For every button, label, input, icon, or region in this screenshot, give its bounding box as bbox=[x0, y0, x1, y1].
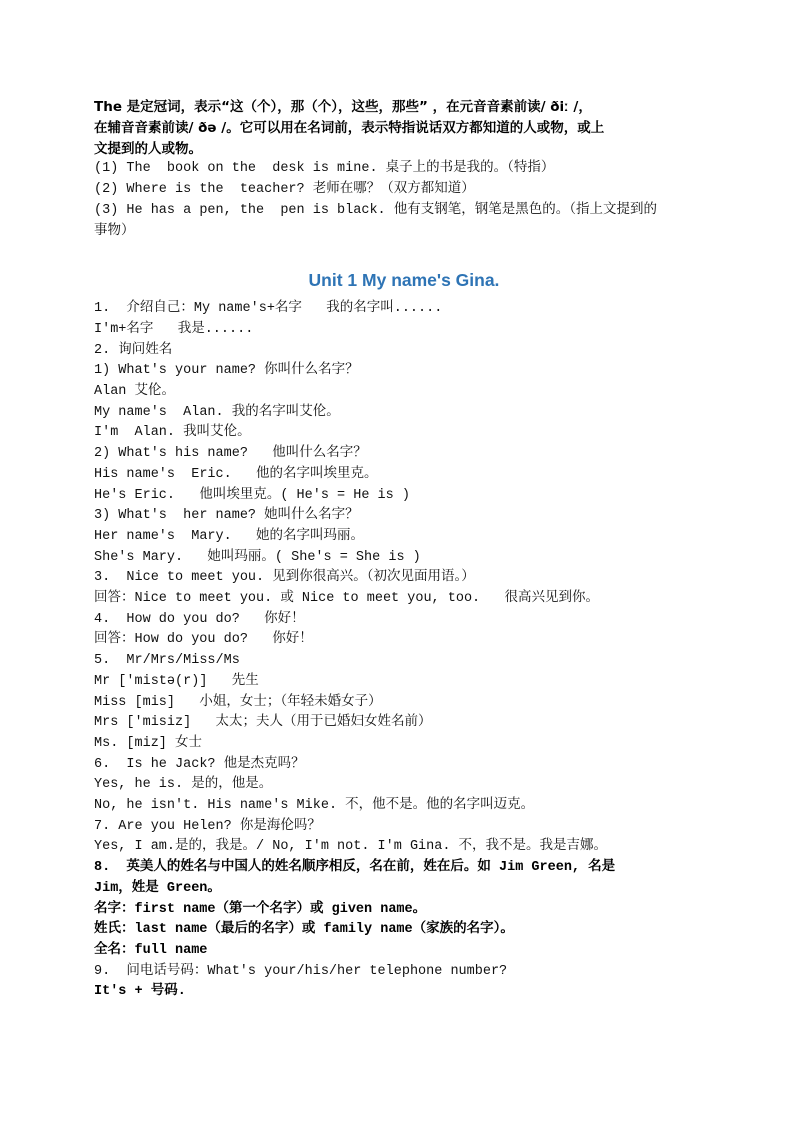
notes-list bbox=[94, 299, 714, 1003]
note-line: She's Mary. 她叫玛丽。( She's = She is ) bbox=[94, 549, 421, 565]
note-line: 2. 询问姓名 bbox=[94, 342, 173, 358]
example-line: (2) Where is the teacher? 老师在哪？（双方都知道） bbox=[94, 182, 475, 198]
note-line: 4. How do you do? 你好！ bbox=[94, 611, 305, 627]
example-line: (3) He has a pen, the pen is black. 他有支钢笔，钢笔是黑色的。（指上文提到的 bbox=[94, 202, 657, 218]
note-line: 3. Nice to meet you. 见到你很高兴。（初次见面用语。） bbox=[94, 570, 475, 586]
note-line: He's Eric. 他叫埃里克。( He's = He is ) bbox=[94, 487, 410, 503]
note-line: 回答：How do you do? 你好！ bbox=[94, 632, 313, 648]
note-line: Alan 艾伦。 bbox=[94, 384, 176, 400]
bold-note-line: 全名：full name bbox=[94, 943, 208, 958]
note-line: 回答：Nice to meet you. 或 Nice to meet you, too. 很高兴见到你。 bbox=[94, 591, 599, 607]
note-line: 7. Are you Helen? 你是海伦吗？ bbox=[94, 818, 321, 834]
example-line: (1) The book on the desk is mine. 桌子上的书是我的。（特指） bbox=[94, 161, 555, 177]
note-line: 9. 问电话号码：What's your/his/her telephone number? bbox=[94, 963, 508, 979]
unit-title: Unit 1 My name's Gina. bbox=[308, 270, 500, 291]
note-line: Ms. [miz] 女士 bbox=[94, 735, 203, 751]
note-line: Mrs ['misiz] 太太；夫人（用于已婚妇女姓名前） bbox=[94, 715, 432, 731]
intro-line: 在辅音音素前读/ ðə /。它可以用在名词前，表示特指说话双方都知道的人或物，或上 bbox=[94, 119, 605, 136]
examples-list bbox=[94, 159, 714, 242]
note-line: Yes, I am.是的，我是。/ No, I'm not. I'm Gina. 不，我不是。我是吉娜。 bbox=[94, 839, 608, 855]
intro-paragraph bbox=[94, 97, 714, 159]
note-line: Miss [mis] 小姐，女士；（年轻未婚女子） bbox=[94, 694, 382, 710]
bold-note-line: Jim，姓是 Green。 bbox=[94, 880, 221, 896]
intro-line: The 是定冠词，表示“这（个），那（个），这些，那些” ，在元音音素前读/ ðiː /， bbox=[94, 99, 592, 115]
bold-note-line: 8. 英美人的姓名与中国人的姓名顺序相反，名在前，姓在后。如 Jim Green, 名是 bbox=[94, 860, 616, 876]
bold-note-line: It's + 号码. bbox=[94, 984, 186, 1000]
note-line: I'm Alan. 我叫艾伦。 bbox=[94, 425, 251, 441]
note-line: 1) What's your name? 你叫什么名字？ bbox=[94, 363, 359, 379]
note-line: No, he isn't. His name's Mike. 不，他不是。他的名字叫迈克。 bbox=[94, 798, 535, 814]
note-line: I'm+名字 我是...... bbox=[94, 321, 254, 337]
note-line: 1. 介绍自己：My name's+名字 我的名字叫...... bbox=[94, 301, 443, 317]
note-line: Her name's Mary. 她的名字叫玛丽。 bbox=[94, 528, 365, 544]
note-line: His name's Eric. 他的名字叫埃里克。 bbox=[94, 466, 378, 482]
bold-note-line: 名字：first name（第一个名字）或 given name。 bbox=[94, 901, 427, 917]
document-content bbox=[94, 97, 714, 1003]
note-line: 3) What's her name? 她叫什么名字？ bbox=[94, 508, 359, 524]
note-line: Yes, he is. 是的，他是。 bbox=[94, 777, 273, 793]
intro-line: 文提到的人或物。 bbox=[94, 140, 202, 157]
bold-note-line: 姓氏：last name（最后的名字）或 family name（家族的名字）。 bbox=[94, 922, 514, 938]
example-line: 事物） bbox=[94, 223, 135, 239]
note-line: 5. Mr/Mrs/Miss/Ms bbox=[94, 653, 240, 669]
note-line: 2) What's his name? 他叫什么名字？ bbox=[94, 446, 367, 462]
note-line: Mr ['mistə(r)] 先生 bbox=[94, 673, 259, 689]
note-line: My name's Alan. 我的名字叫艾伦。 bbox=[94, 404, 340, 420]
note-line: 6. Is he Jack? 他是杰克吗？ bbox=[94, 756, 305, 772]
